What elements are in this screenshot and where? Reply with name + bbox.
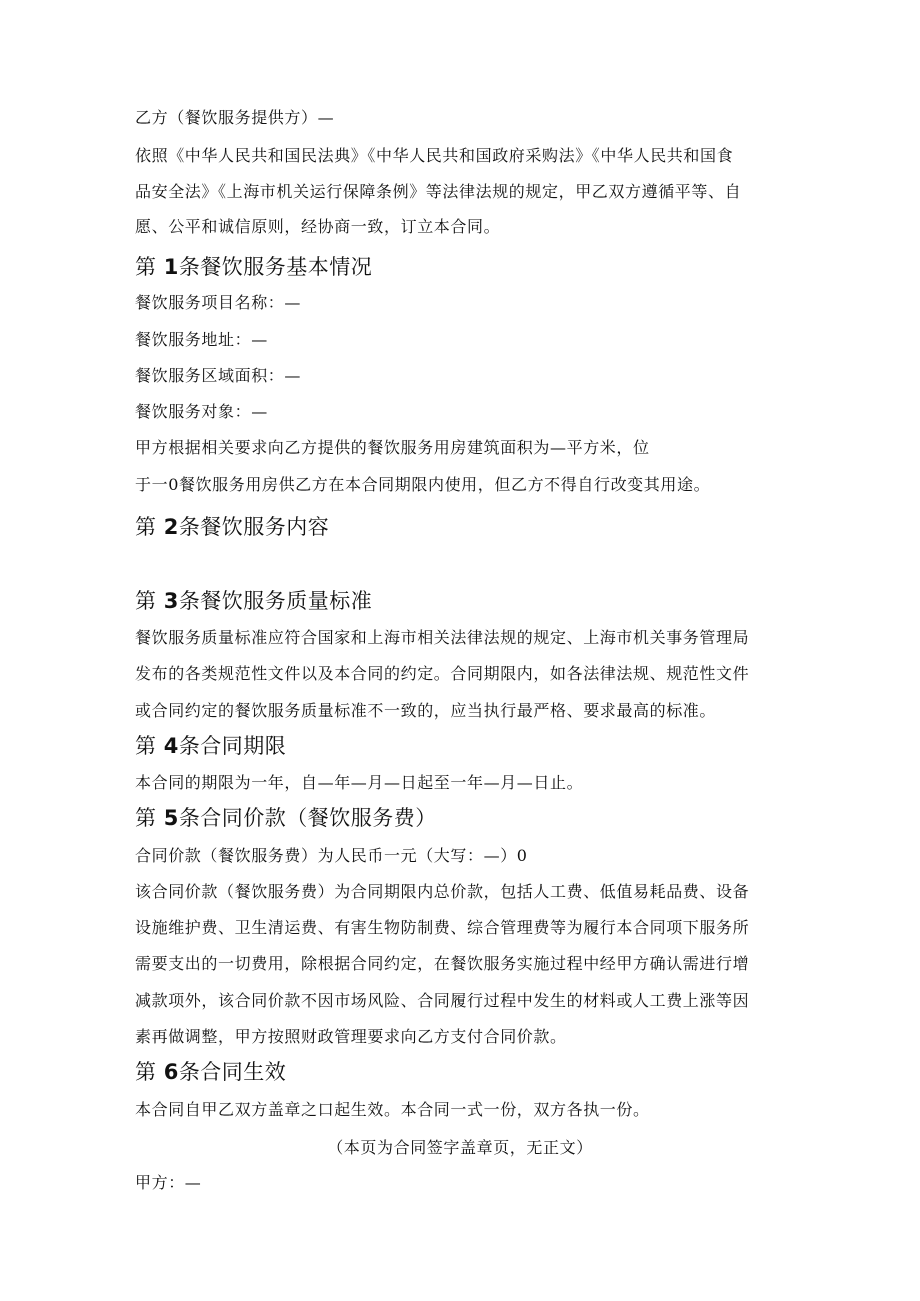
article-title: 条餐饮服务质量标准: [178, 589, 373, 613]
service-address-line: 餐饮服务地址：—: [135, 330, 268, 349]
article-3-body-line: 餐饮服务质量标准应符合国家和上海市相关法律法规的规定、上海市机关事务管理局: [135, 628, 750, 647]
signature-page-note: （本页为合同签字盖章页，无正文）: [327, 1138, 593, 1157]
article-5-body-line: 设施维护费、卫生清运费、有害生物防制费、综合管理费等为履行本合同项下服务所: [135, 918, 750, 937]
article-2-heading: [135, 514, 329, 540]
contract-price-line: 合同价款（餐饮服务费）为人民币一元（大写：—）0: [135, 846, 528, 865]
article-number: 5: [163, 806, 179, 830]
service-target-line: 餐饮服务对象：—: [135, 402, 268, 421]
article-5-body-line: 需要支出的一切费用，除根据合同约定，在餐饮服务实施过程中经甲方确认需进行增: [135, 954, 750, 973]
article-prefix: 第: [135, 255, 157, 279]
article-1-heading: [135, 254, 372, 280]
article-prefix: 第: [135, 515, 157, 539]
article-3-body-line: 发布的各类规范性文件以及本合同的约定。合同期限内，如各法律法规、规范性文件: [135, 664, 750, 683]
article-title: 条合同生效: [178, 1060, 287, 1084]
article-5-body-line: 该合同价款（餐饮服务费）为合同期限内总价款，包括人工费、低值易耗品费、设备: [135, 882, 750, 901]
article-5-body-line: 减款项外，该合同价款不因市场风险、合同履行过程中发生的材料或人工费上涨等因: [135, 991, 750, 1010]
article-3-body-line: 或合同约定的餐饮服务质量标准不一致的，应当执行最严格、要求最高的标准。: [135, 701, 717, 720]
article-number: 3: [163, 589, 179, 613]
article-prefix: 第: [135, 806, 157, 830]
article-prefix: 第: [135, 1060, 157, 1084]
basis-paragraph-line: 愿、公平和诚信原则，经协商一致，订立本合同。: [135, 217, 501, 236]
article-number: 2: [163, 515, 179, 539]
party-a-line: 甲方：—: [135, 1173, 202, 1192]
article-3-heading: [135, 588, 372, 614]
article-title: 条餐饮服务基本情况: [178, 255, 373, 279]
article-number: 4: [163, 734, 179, 758]
article-4-heading: [135, 733, 286, 759]
effective-line: 本合同自甲乙双方盖章之口起生效。本合同一式一份，双方各执一份。: [135, 1100, 650, 1119]
article-title: 条餐饮服务内容: [178, 515, 330, 539]
contract-term-line: 本合同的期限为一年，自—年—月—日起至一年—月—日止。: [135, 773, 584, 792]
party-b-line: 乙方（餐饮服务提供方）—: [135, 108, 335, 127]
article-number: 1: [163, 255, 179, 279]
article-title: 条合同价款（餐饮服务费）: [178, 806, 437, 830]
basis-paragraph-line: 品安全法》《上海市机关运行保障条例》等法律法规的规定，甲乙双方遵循平等、自: [135, 182, 742, 201]
project-name-line: 餐饮服务项目名称：—: [135, 293, 302, 312]
article-prefix: 第: [135, 589, 157, 613]
article-prefix: 第: [135, 734, 157, 758]
service-area-line: 餐饮服务区域面积：—: [135, 366, 302, 385]
article-5-heading: [135, 805, 437, 831]
article-title: 条合同期限: [178, 734, 287, 758]
article-6-heading: [135, 1059, 286, 1085]
article-number: 6: [163, 1060, 179, 1084]
basis-paragraph-line: 依照《中华人民共和国民法典》《中华人民共和国政府采购法》《中华人民共和国食: [135, 146, 734, 165]
article-1-body-line: 于一0餐饮服务用房供乙方在本合同期限内使用，但乙方不得自行改变其用途。: [135, 475, 711, 494]
article-1-body-line: 甲方根据相关要求向乙方提供的餐饮服务用房建筑面积为—平方米，位: [135, 438, 650, 457]
article-5-body-line: 素再做调整，甲方按照财政管理要求向乙方支付合同价款。: [135, 1027, 567, 1046]
